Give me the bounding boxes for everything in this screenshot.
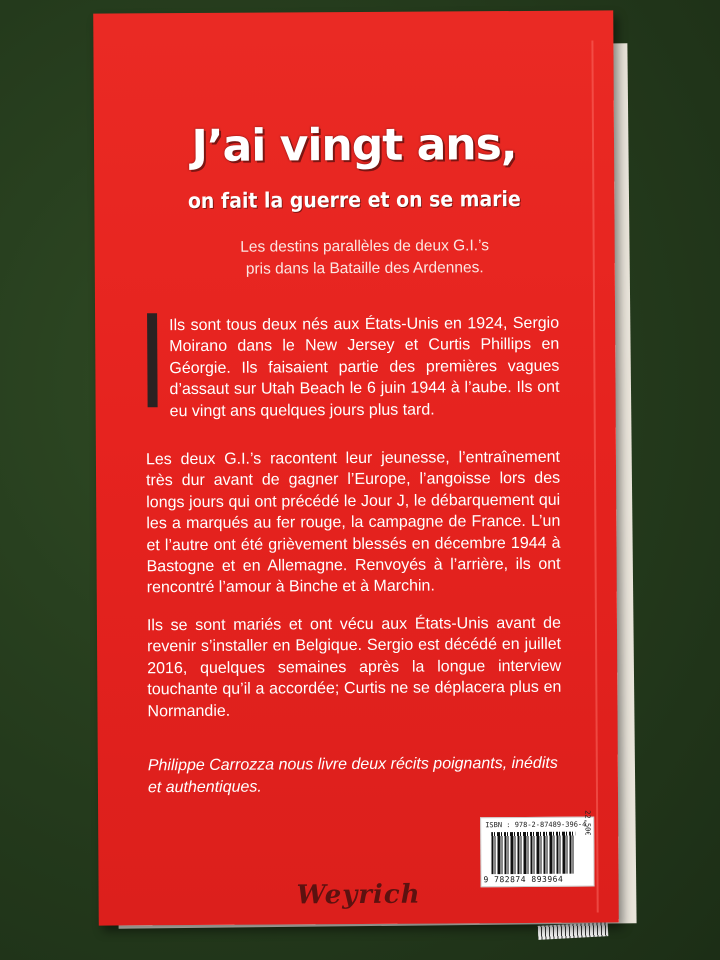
cover-fold-line [591,41,598,913]
book-back-cover [93,10,619,925]
barcode-number: 9 782874 893964 [483,874,564,885]
tagline-line-2: pris dans la Bataille des Ardennes. [245,259,484,278]
isbn-text: ISBN : 978-2-87489-396-4 [485,820,587,830]
barcode-label [480,810,594,888]
price-label: 22,50€ [583,810,592,836]
publisher-logo: Weyrich [296,879,421,911]
blurb-paragraph-2: Les deux G.I.’s racontent leur jeunesse, l’entraînement très dur avant de gagner l’Europe, l’angoisse lors des longs jours qui ont précédé le Jour J, le débarquement qui les a marqués au fer rouge, la campagne de France. L’un et l’autre ont été grièvement blessés en décembre 1944 à Bastogne et en Allemagne. Renvoyés à l’arrière, ils ont rencontré l’amour à Binche et à Marchin. [145,448,561,597]
book-title: J’ai vingt ans, [191,119,517,172]
barcode-icon [491,832,575,875]
blurb-paragraph-3: Ils se sont mariés et ont vécu aux États-Unis avant de revenir s’installer en Belgique. Sergio est décédé en juillet 2016, quelques semaines après la longue interview touchante qu’il a accordée; Curtis ne se déplacera plus en Normandie. [146,614,562,720]
book-pages-bottom [538,922,609,940]
tagline-line-1: Les destins parallèles de deux G.I.’s [240,237,490,256]
author-line: Philippe Carrozza nous livre deux récits poignants, inédits et authentiques. [147,754,558,797]
book-subtitle: on fait la guerre et on se marie [187,186,521,214]
tagline [155,235,575,282]
blurb-paragraph-1: Ils sont tous deux nés aux États-Unis en 1924, Sergio Moirano dans le New Jersey et Curtis Phillips en Géorgie. Ils faisaient partie des premières vagues d’assaut sur Utah Beach le 6 juin 1944 à l’aube. Ils ont eu vingt ans quelques jours plus tard. [169,314,560,420]
accent-bar [147,313,158,407]
